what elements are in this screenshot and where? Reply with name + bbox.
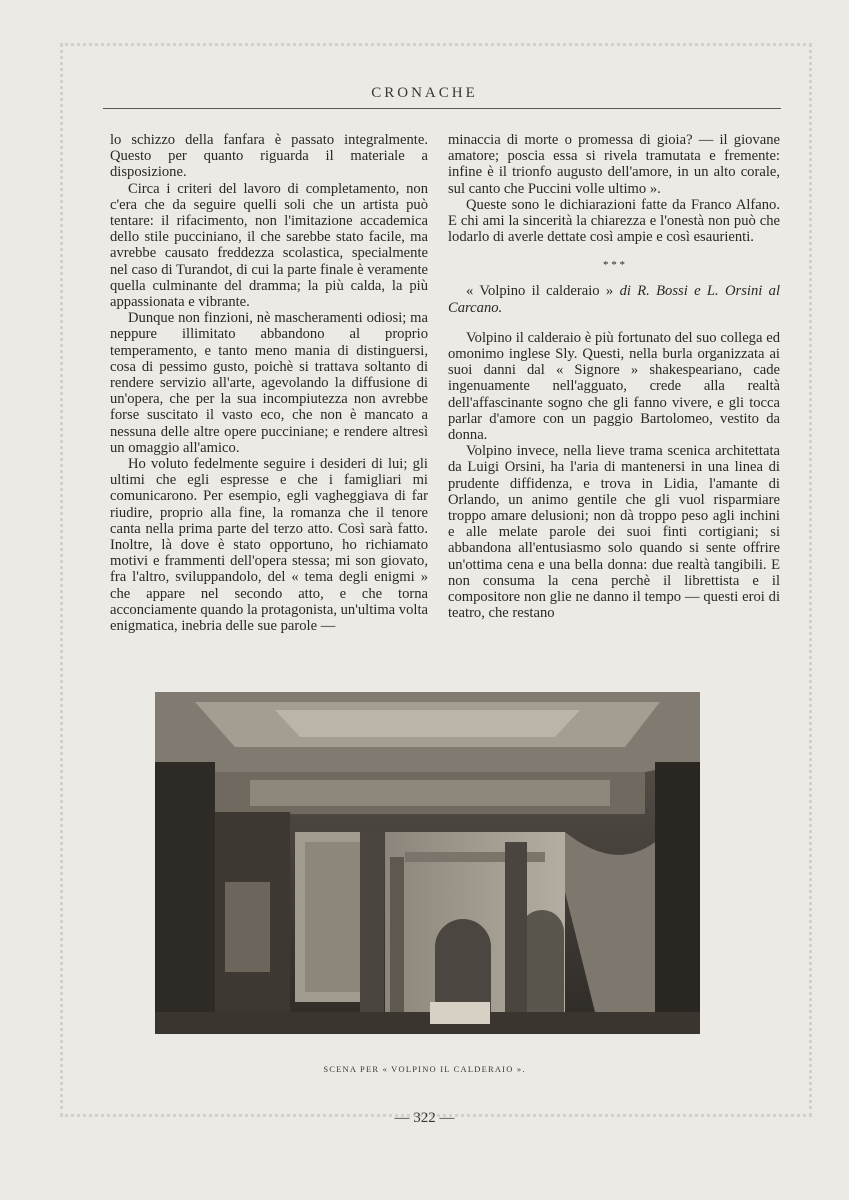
left-paragraph-2: Circa i criteri del lavoro di completamento, non c'era che da seguire quelli soli che un artista può tentare: il rifacimento, non l'imitazione accademica dello stile pucciniano, il che sarebbe stato facile, ma avrebbe causato freddezza scolastica, specialmente nel caso di Turandot, di cui la parte finale è veramente quella culminante del dramma; la più calda, la più appassionata e vibrante. (110, 180, 428, 311)
right-paragraph-1: minaccia di morte o promessa di gioia? — il giovane amatore; poscia essa si rivela tramutata e fremente: infine è il trionfo augusto dell'amore, in un alto corale, sul canto che Puccini volle ultimo ». (448, 132, 780, 197)
left-paragraph-4: Ho voluto fedelmente seguire i desideri di lui; gli ultimi che egli espresse e che i famigliari mi comunicarono. Per esempio, egli vagheggiava di far riudire, proprio alla fine, la romanza che il tenore canta nella prima parte del terzo atto. Così sarà fatto. Inoltre, là dove è stato opportuno, ho richiamato motivi e frammenti dell'opera stessa; mi son giovato, fra l'altro, sviluppandolo, del « tema degli enigmi » che appare nel secondo atto, e che torna acconciamente quando la protagonista, un'ultima volta enigmatica, inebria delle sue parole — (110, 456, 428, 635)
header-rule (103, 108, 781, 109)
right-paragraph-3: Volpino il calderaio è più fortunato del suo collega ed omonimo inglese Sly. Questi, nella burla organizzata ai suoi danni dal « Signore » shakespeariano, cade ingenuamente nell'agguato, crede alla realtà dell'affascinante sogno che gli fanno vivere, e gli tocca parlar d'amore con un paggio Bartolomeo, vestito da donna. (448, 329, 780, 444)
right-paragraph-4: Volpino invece, nella lieve trama scenica architettata da Luigi Orsini, ha l'aria di mantenersi in una linea di prudente diffidenza, e trova in Lidia, l'amante di Orlando, un animo gentile che gli vuol risparmiare troppo amare delusioni; non dà troppo peso agli inchini e alle melate parole dei suoi finti cortigiani; si abbandona all'entusiasmo solo quando si sente offrire un'ottima cena e una bella donna: due realtà tangibili. E non consuma la cena perchè il librettista e il compositore non glie ne danno il tempo — questi eroi di teatro, che restano (448, 443, 780, 622)
section-separator: * * * (603, 259, 625, 272)
stage-scene-photo (155, 692, 700, 1034)
left-paragraph-3: Dunque non finzioni, nè mascheramenti odiosi; ma neppure illimitato abbandono al proprio temperamento, e tanto meno mania di distinguersi, cosa di pessimo gusto, poichè si trattava soltanto di rendere servizio all'arte, agevolando la diffusione di un'opera, che per la sua incompiutezza non avrebbe forse suscitato il vasto eco, che non è mancato a nessuna delle altre opere pucciniane; e rendere altresì un omaggio all'amico. (110, 310, 428, 456)
figure-caption: SCENA PER « VOLPINO IL CALDERAIO ». (323, 1064, 526, 1074)
right-paragraph-2: Queste sono le dichiarazioni fatte da Franco Alfano. E chi ami la sincerità la chiarezza e l'onestà non può che lodarlo di averle dettate così ampie e così esaurienti. (448, 196, 780, 246)
section-heading (448, 283, 780, 315)
right-column (448, 132, 780, 621)
left-paragraph-1: lo schizzo della fanfara è passato integralmente. Questo per quanto riguarda il materiale a disposizione. (110, 132, 428, 181)
page-number: — 322 — (394, 1110, 455, 1126)
section-heading-rest: di R. Bossi e L. Orsini al Carcano. (448, 283, 781, 316)
left-column (110, 132, 428, 634)
running-head: CRONACHE (371, 85, 478, 101)
section-heading-title: « Volpino il calderaio » (466, 283, 614, 300)
